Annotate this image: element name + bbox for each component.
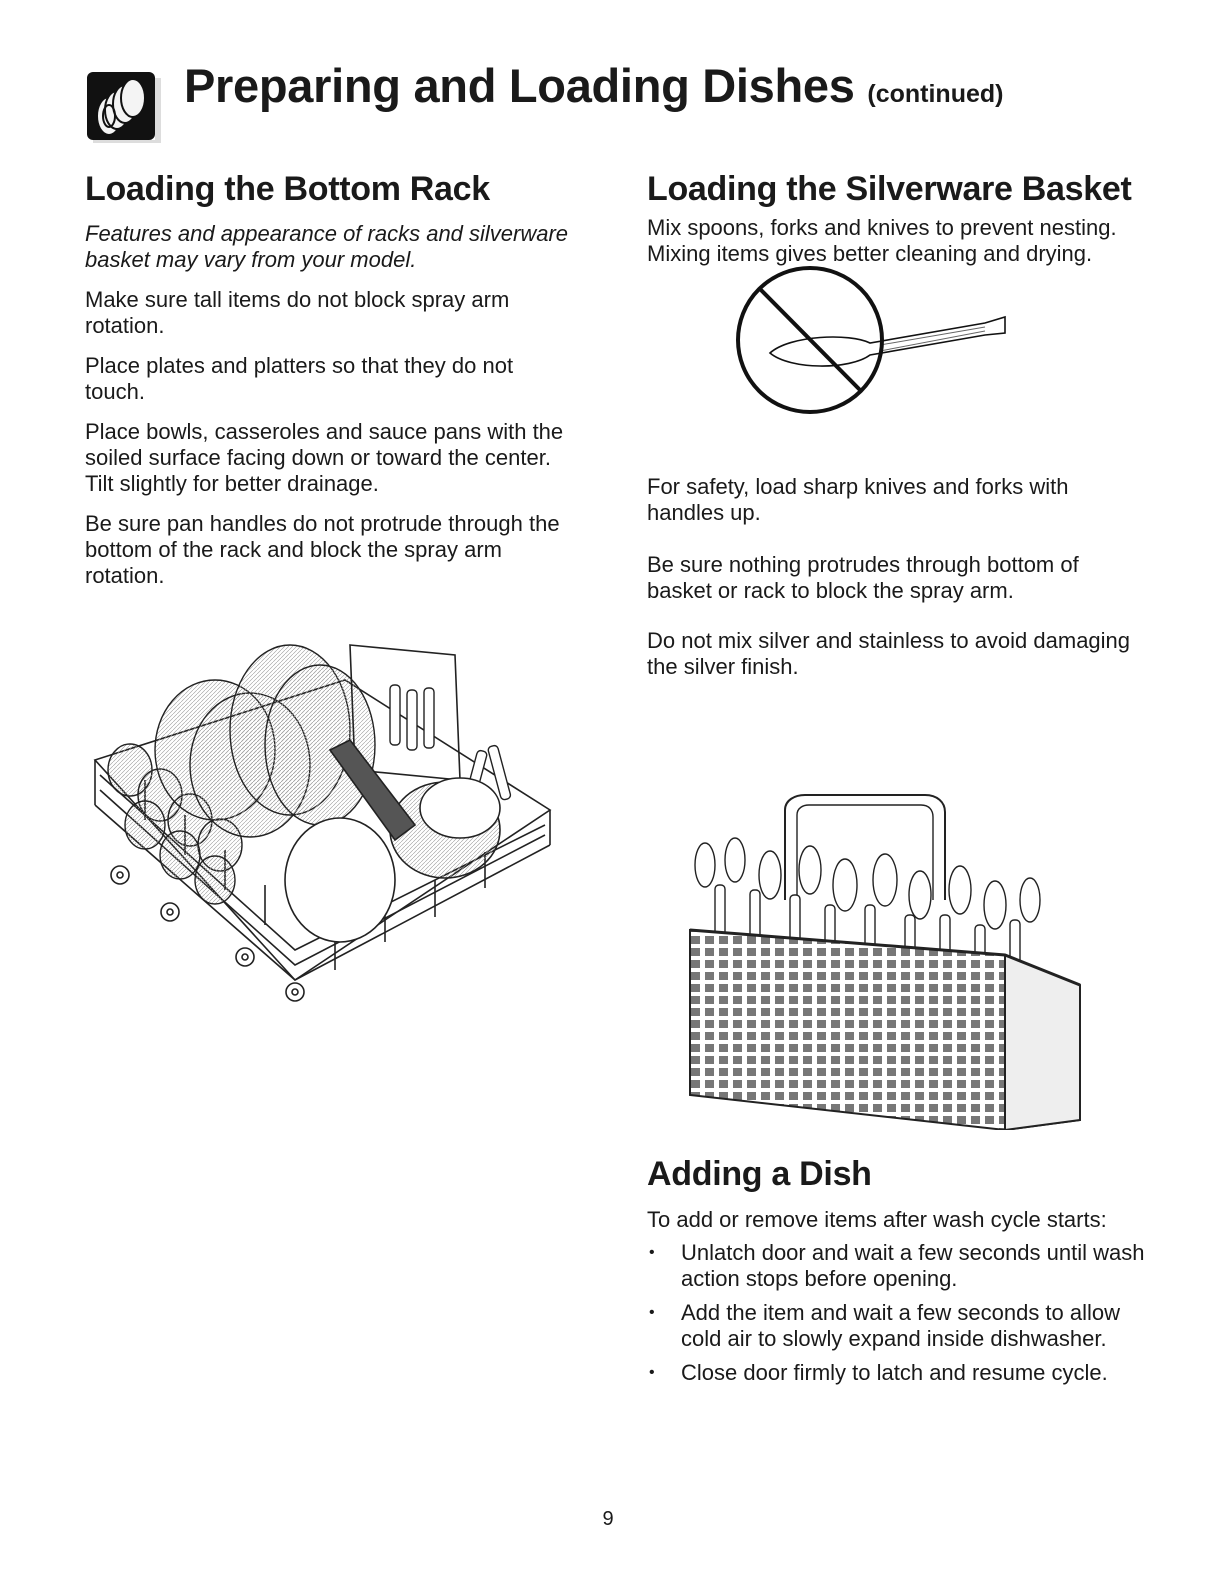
silverware-paragraph: Mix spoons, forks and knives to prevent nesting. Mixing items gives better cleaning and drying. <box>647 215 1117 266</box>
bullet-icon: • <box>649 1304 655 1321</box>
adding-dish-intro: To add or remove items after wash cycle starts: <box>647 1207 1107 1232</box>
bullet-icon: • <box>649 1244 655 1261</box>
silverware-basket-illustration <box>675 790 1100 1130</box>
list-item <box>647 1300 1157 1352</box>
list-item <box>647 1240 1157 1292</box>
page-title <box>184 58 1003 113</box>
silverware-paragraph: Do not mix silver and stainless to avoid damaging the silver finish. <box>647 628 1131 679</box>
silverware-paragraph: Be sure nothing protrudes through bottom of basket or rack to block the spray arm. <box>647 552 1079 603</box>
silverware-paragraph: For safety, load sharp knives and forks with handles up. <box>647 474 1069 525</box>
dishes-stack-icon <box>85 70 165 144</box>
bottom-rack-paragraph: Place plates and platters so that they do not touch. <box>85 353 514 404</box>
adding-dish-heading: Adding a Dish <box>647 1155 872 1193</box>
list-item-text: Unlatch door and wait a few seconds until wash action stops before opening. <box>681 1240 1145 1291</box>
no-nesting-spoon-icon <box>730 255 1030 430</box>
bottom-rack-paragraph: Make sure tall items do not block spray arm rotation. <box>85 287 510 338</box>
list-item-text: Add the item and wait a few seconds to allow cold air to slowly expand inside dishwasher. <box>681 1300 1121 1351</box>
silverware-basket-heading: Loading the Silverware Basket <box>647 170 1132 208</box>
loaded-bottom-rack-illustration <box>85 630 565 1010</box>
bottom-rack-heading: Loading the Bottom Rack <box>85 170 490 208</box>
model-variation-note: Features and appearance of racks and silverware basket may vary from your model. <box>85 221 569 272</box>
page-title-text: Preparing and Loading Dishes <box>184 59 855 112</box>
adding-dish-steps <box>647 1240 1157 1394</box>
bottom-rack-paragraph: Place bowls, casseroles and sauce pans with the soiled surface facing down or toward the center. Tilt slightly for better drainage. <box>85 419 564 496</box>
page-title-suffix: (continued) <box>867 80 1004 108</box>
list-item-text: Close door firmly to latch and resume cycle. <box>681 1360 1108 1385</box>
list-item <box>647 1360 1157 1386</box>
page-number: 9 <box>602 1508 614 1530</box>
bullet-icon: • <box>649 1364 655 1381</box>
bottom-rack-paragraph: Be sure pan handles do not protrude through the bottom of the rack and block the spray arm rotation. <box>85 511 560 588</box>
